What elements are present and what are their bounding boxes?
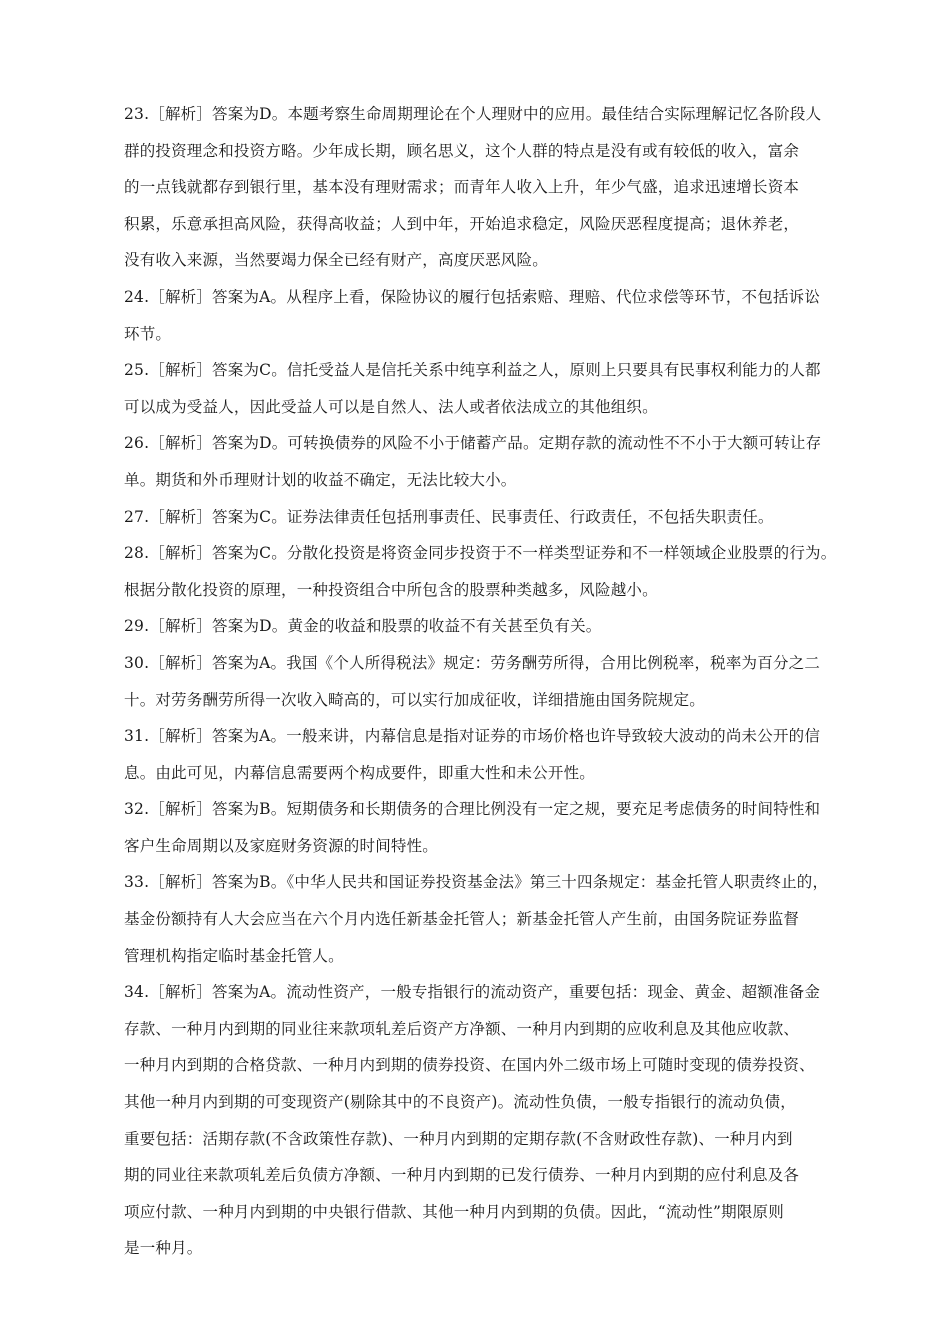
text-line: 客户生命周期以及家庭财务资源的时间特性。	[124, 836, 439, 855]
text-line: 一种月内到期的合格贷款、一种月内到期的债券投资、在国内外二级市场上可随时变现的债券投资、	[124, 1056, 815, 1075]
text-line: 可以成为受益人，因此受益人可以是自然人、法人或者依法成立的其他组织。	[124, 397, 658, 416]
document-page	[124, 96, 870, 1267]
text-line: 群的投资理念和投资方略。少年成长期，顾名思义，这个人群的特点是没有或有较低的收入，富余	[124, 141, 800, 160]
text-line: 单。期货和外币理财计划的收益不确定，无法比较大小。	[124, 470, 517, 489]
text-line: 项应付款、一种月内到期的中央银行借款、其他一种月内到期的负债。因此，“流动性”期限原则	[124, 1202, 784, 1221]
text-line: 管理机构指定临时基金托管人。	[124, 946, 344, 965]
text-line: 34.［解析］答案为A。流动性资产，一般专指银行的流动资产，重要包括：现金、黄金、超额准备金	[124, 983, 821, 1002]
text-line: 重要包括：活期存款(不含政策性存款)、一种月内到期的定期存款(不含财政性存款)、一种月内到	[124, 1129, 793, 1148]
text-line: 29.［解析］答案为D。黄金的收益和股票的收益不有关甚至负有关。	[124, 617, 602, 636]
text-line: 根据分散化投资的原理，一种投资组合中所包含的股票种类越多，风险越小。	[124, 580, 658, 599]
text-line: 的一点钱就都存到银行里，基本没有理财需求；而青年人收入上升，年少气盛，追求迅速增长资本	[124, 178, 800, 197]
text-line: 27.［解析］答案为C。证券法律责任包括刑事责任、民事责任、行政责任，不包括失职责任。	[124, 507, 774, 526]
text-line: 28.［解析］答案为C。分散化投资是将资金同步投资于不一样类型证券和不一样领域企业股票的行为。	[124, 544, 837, 563]
text-line: 30.［解析］答案为A。我国《个人所得税法》规定：劳务酬劳所得，合用比例税率，税率为百分之二	[124, 653, 821, 672]
text-line: 期的同业往来款项轧差后负债方净额、一种月内到期的已发行债券、一种月内到期的应付利息及各	[124, 1166, 800, 1185]
text-line: 26.［解析］答案为D。可转换债券的风险不小于储蓄产品。定期存款的流动性不不小于大额可转让存	[124, 434, 822, 453]
text-line: 十。对劳务酬劳所得一次收入畸高的，可以实行加成征收，详细措施由国务院规定。	[124, 690, 705, 709]
text-line: 环节。	[124, 324, 172, 343]
text-line: 积累，乐意承担高风险，获得高收益；人到中年，开始追求稳定，风险厌恶程度提高；退休养老，	[124, 214, 800, 233]
text-line: 没有收入来源，当然要竭力保全已经有财产，高度厌恶风险。	[124, 251, 548, 270]
text-line: 23.［解析］答案为D。本题考察生命周期理论在个人理财中的应用。最佳结合实际理解记忆各阶段人	[124, 105, 822, 123]
text-line: 25.［解析］答案为C。信托受益人是信托关系中纯享利益之人，原则上只要具有民事权利能力的人都	[124, 361, 821, 380]
text-line: 其他一种月内到期的可变现资产(剔除其中的不良资产)。流动性负债，一般专指银行的流动负债，	[124, 1093, 796, 1112]
text-line: 是一种月。	[124, 1239, 203, 1258]
text-line: 31.［解析］答案为A。一般来讲，内幕信息是指对证券的市场价格也许导致较大波动的尚未公开的信	[124, 727, 821, 746]
text-line: 24.［解析］答案为A。从程序上看，保险协议的履行包括索赔、理赔、代位求偿等环节，不包括诉讼	[124, 287, 821, 306]
text-line: 息。由此可见，内幕信息需要两个构成要件，即重大性和未公开性。	[124, 763, 596, 782]
text-line: 32.［解析］答案为B。短期债务和长期债务的合理比例没有一定之规，要充足考虑债务的时间特性和	[124, 800, 821, 819]
text-line: 33.［解析］答案为B。《中华人民共和国证券投资基金法》第三十四条规定：基金托管人职责终止的，	[124, 873, 829, 892]
text-line: 基金份额持有人大会应当在六个月内选任新基金托管人；新基金托管人产生前，由国务院证券监督	[124, 910, 800, 929]
text-line: 存款、一种月内到期的同业往来款项轧差后资产方净额、一种月内到期的应收利息及其他应收款、	[124, 1019, 800, 1038]
